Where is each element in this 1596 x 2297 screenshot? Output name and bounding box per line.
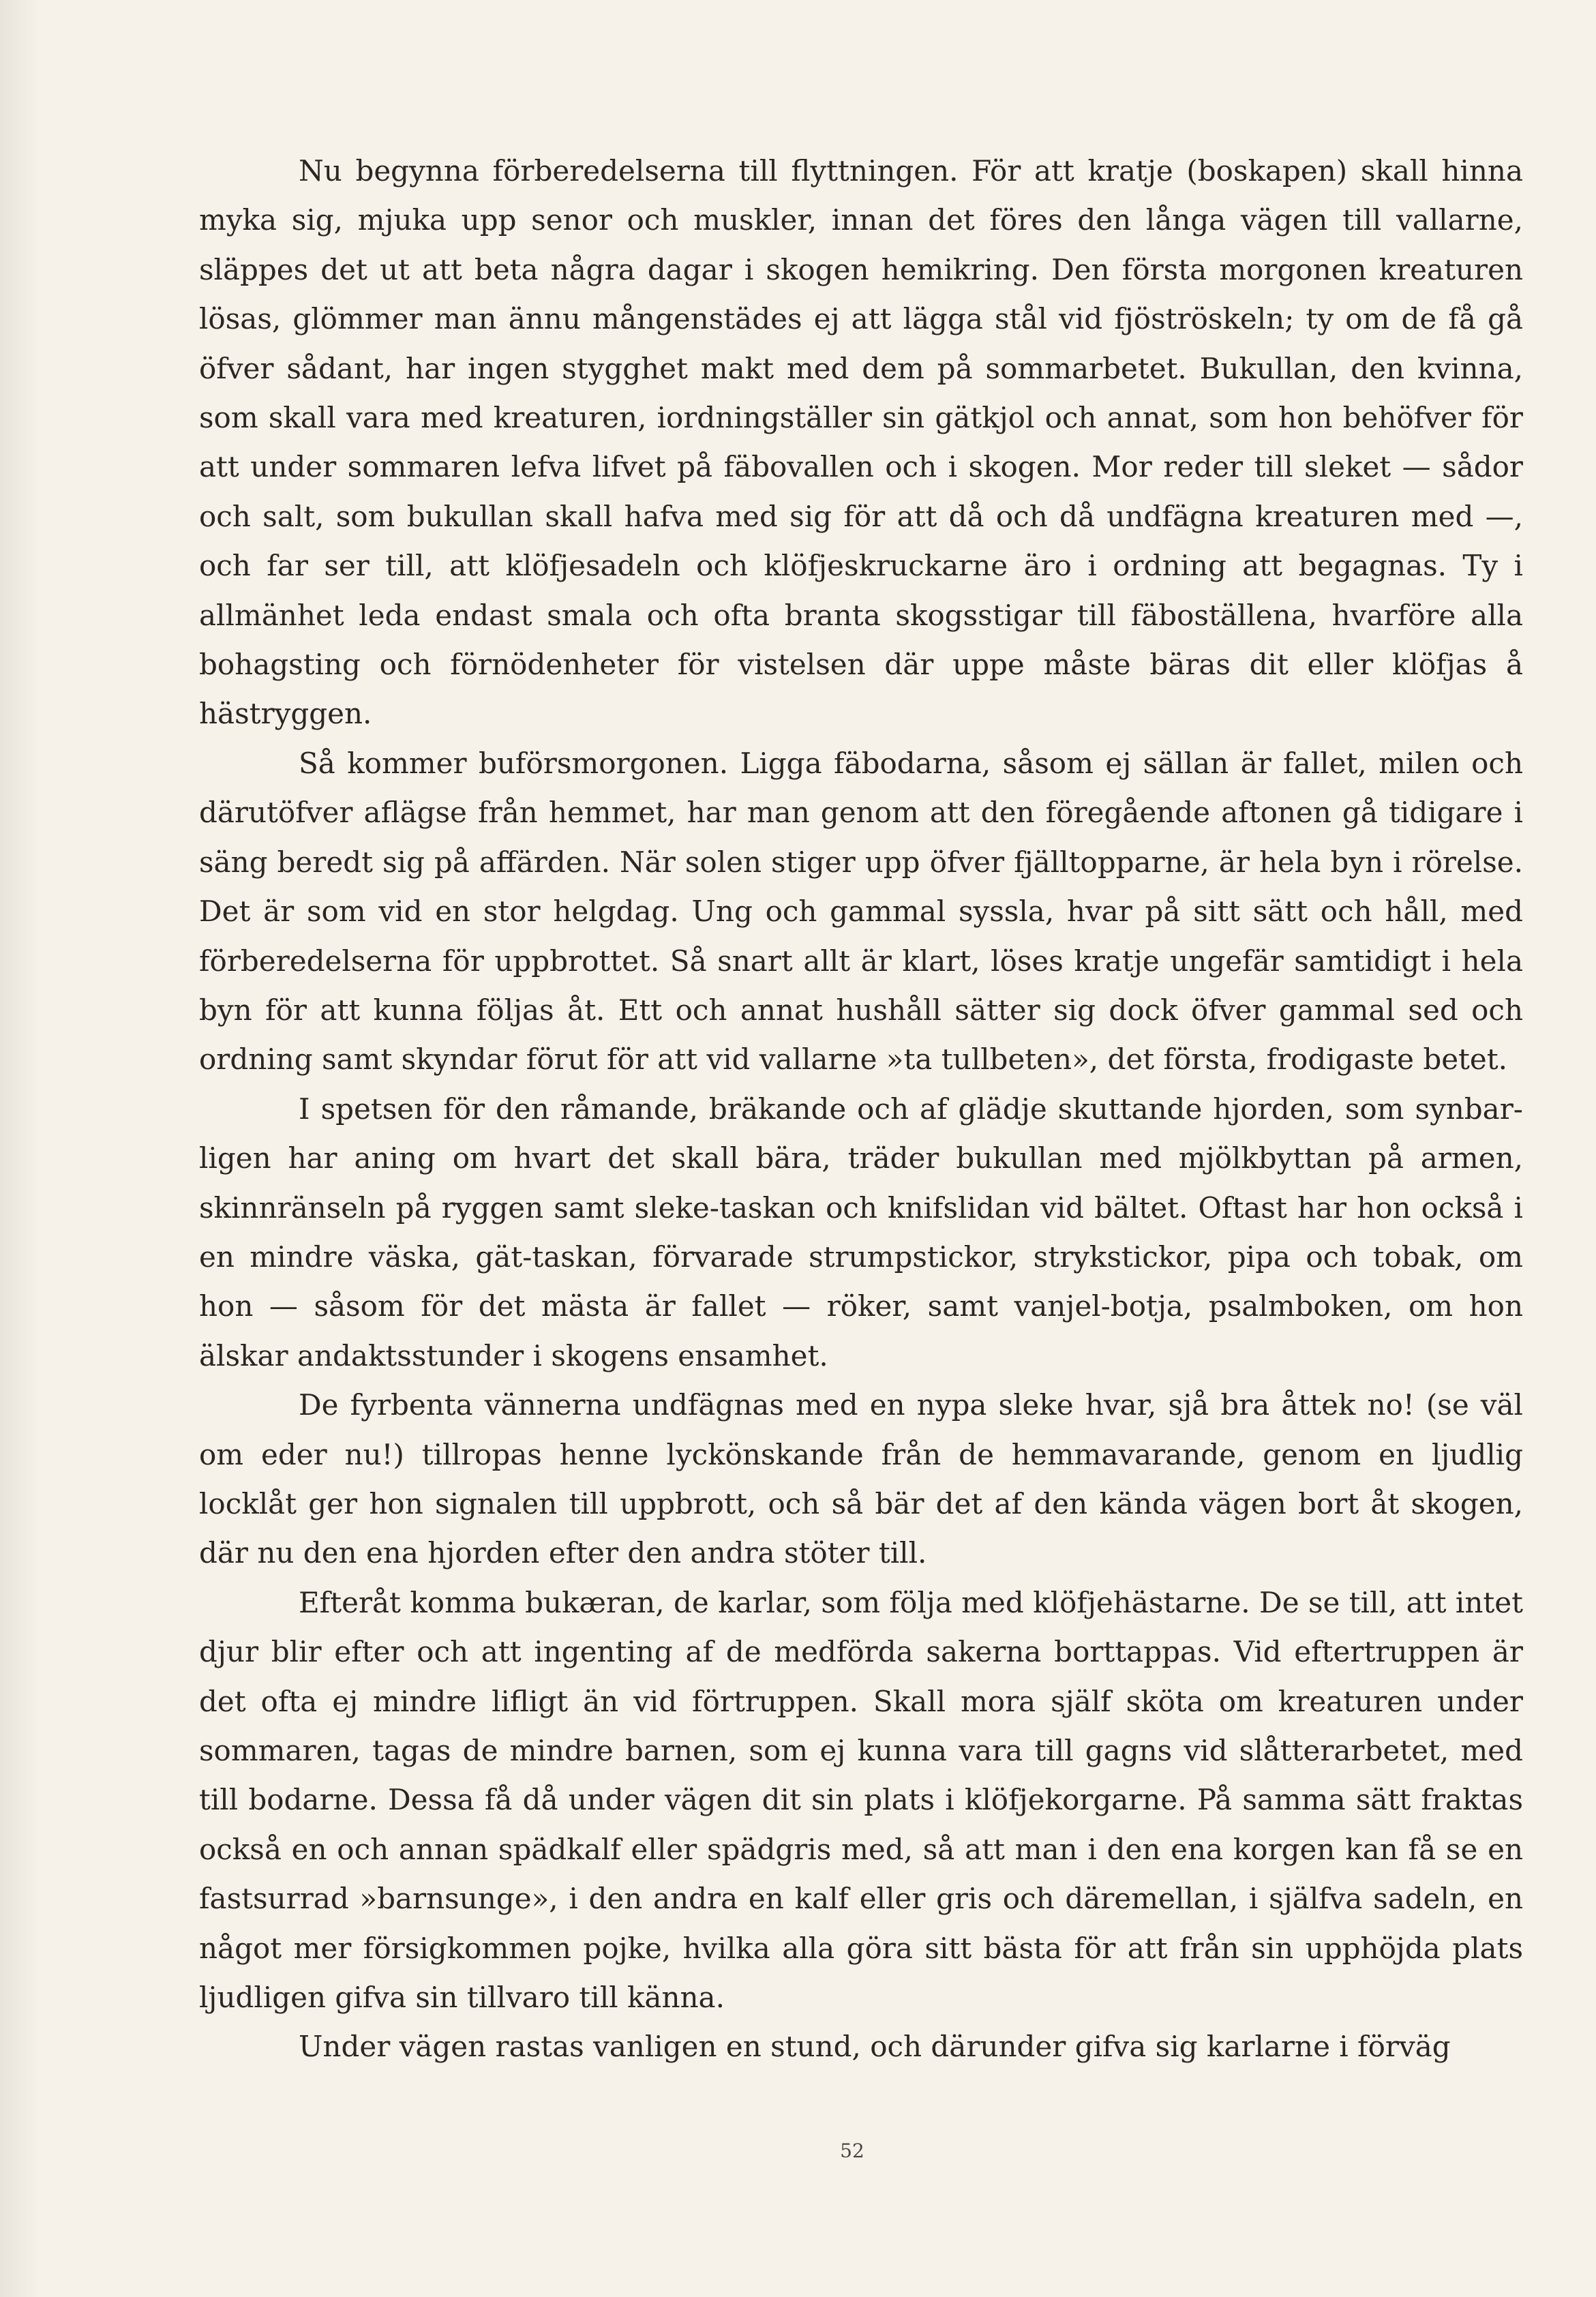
paragraph: Under vägen rastas vanligen en stund, och därunder gifva sig karlarne i förväg xyxy=(299,2030,1451,2064)
paragraph: De fyrbenta vännerna undfägnas med en nypa sleke hvar, sjå bra åttek no! (se väl om eder nu!) tillropas henne lyckönskande från de hemmavarande, genom en ljudlig locklåt ger hon signalen till uppbrott, och så bär det af den kända vägen bort åt skogen, där nu den ena hjorden efter den andra stöter till. xyxy=(199,1388,1523,1570)
page-number: 52 xyxy=(840,2140,864,2162)
binding-shadow xyxy=(0,0,41,2297)
paragraph: Nu begynna förberedelserna till flyttningen. För att kratje (boskapen) skall hinna myka sig, mjuka upp senor och muskler, innan det föres den långa vägen till vallarne, släppes det ut att beta några dagar i skogen hemikring. Den första morgonen kreaturen lösas, glömmer man ännu mångenstädes ej att lägga stål vid fjöströskeln; ty om de få gå öfver sådant, har ingen stygghet makt med dem på sommarbetet. Bukullan, den kvinna, som skall vara med kreaturen, iordningställer sin gätkjol och annat, som hon behöfver för att under sommaren lefva lifvet på fäbovallen och i skogen. Mor reder till sleket — sådor och salt, som bukullan skall hafva med sig för att då och då undfägna kreaturen med —, och far ser till, att klöfjesadeln och klöfjeskruckarne äro i ordning att begagnas. Ty i allmänhet leda endast smala och ofta branta skogsstigar till fäboställena, hvarföre alla bohagsting och förnödenheter för vistelsen där uppe måste bäras dit eller klöfjas å hästryggen. xyxy=(199,154,1523,731)
paragraph: Efteråt komma bukæran, de karlar, som följa med klöfjehästarne. De se till, att intet djur blir efter och att ingenting af de medförda sakerna borttappas. Vid eftertruppen är det ofta ej mindre lifligt än vid förtruppen. Skall mora själf sköta om kreaturen under sommaren, tagas de mindre barnen, som ej kunna vara till gagns vid slåtterarbetet, med till bodarne. Dessa få då under vägen dit sin plats i klöfjekorgarne. På samma sätt fraktas också en och annan spädkalf eller spädgris med, så att man i den ena korgen kan få se en fastsurrad »barnsunge», i den andra en kalf eller gris och däremellan, i själfva sadeln, en något mer försigkommen pojke, hvilka alla göra sitt bästa för att från sin upphöjda plats ljudligen gifva sin tillvaro till känna. xyxy=(199,1585,1523,2015)
paragraph: I spetsen för den råmande, bräkande och af glädje skuttande hjorden, som synbarligen har aning om hvart det skall bära, träder bukullan med mjölkbyttan på armen, skinnränseln på ryggen samt sleke-taskan och knifslidan vid bältet. Oftast har hon också i en mindre väska, gät-taskan, förvarade strumpstickor, strykstickor, pipa och tobak, om hon — såsom för det mästa är fallet — röker, samt vanjel-botja, psalmboken, om hon älskar andaktsstunder i skogens ensamhet. xyxy=(199,1092,1523,1372)
body-text xyxy=(199,147,1523,2072)
paragraph: Så kommer buförsmorgonen. Ligga fäbodarna, såsom ej sällan är fallet, milen och därutöfver aflägse från hemmet, har man genom att den föregående aftonen gå tidigare i säng beredt sig på affärden. När solen stiger upp öfver fjälltopparne, är hela byn i rörelse. Det är som vid en stor helgdag. Ung och gammal syssla, hvar på sitt sätt och håll, med förberedelserna för uppbrottet. Så snart allt är klart, löses kratje ungefär samtidigt i hela byn för att kunna följas åt. Ett och annat hushåll sätter sig dock öfver gammal sed och ordning samt skyndar förut för att vid vallarne »ta tullbeten», det första, frodigaste betet. xyxy=(199,746,1523,1077)
